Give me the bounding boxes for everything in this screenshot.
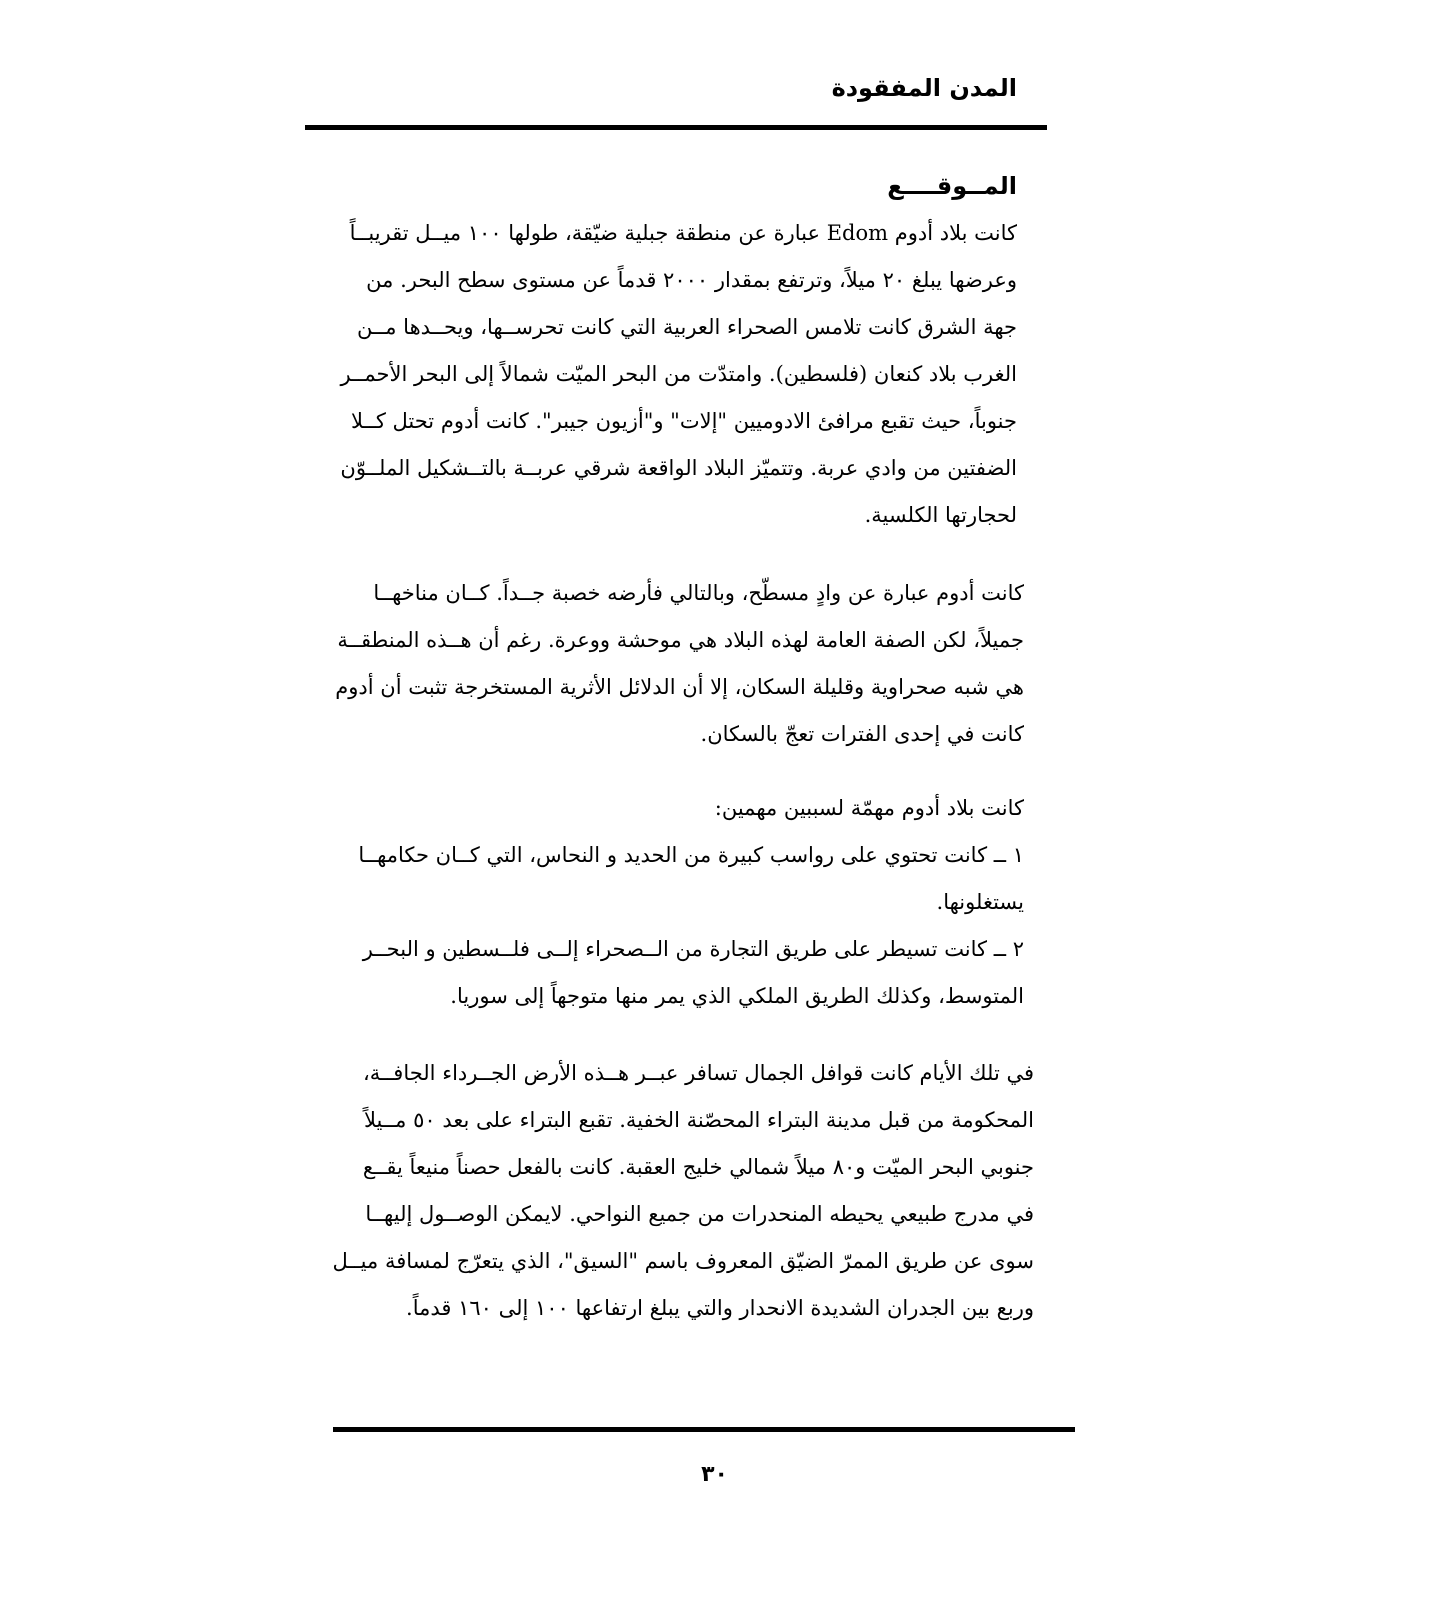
paragraph-petra: [299, 1050, 1034, 1332]
bottom-rule: [333, 1427, 1075, 1432]
text-line: وعرضها يبلغ ٢٠ ميلاً، وترتفع بمقدار ٢٠٠٠ قدماً عن مستوى سطح البحر. من: [366, 268, 1017, 292]
list-item: ١ ــ كانت تحتوي على رواسب كبيرة من الحديد و النحاس، التي كــان حكامهــا: [358, 843, 1024, 867]
text-line: الضفتين من وادي عربة. وتتميّز البلاد الواقعة شرقي عربــة بالتــشكيل الملــوّن: [340, 456, 1017, 480]
section-heading: المــوقــــع: [887, 172, 1017, 200]
text-line: لحجارتها الكلسية.: [864, 503, 1017, 527]
text-line: كانت أدوم عبارة عن وادٍ مسطّح، وبالتالي فأرضه خصبة جــداً. كــان مناخهــا: [373, 581, 1024, 605]
text-line: كانت في إحدى الفترات تعجّ بالسكان.: [700, 722, 1024, 746]
text-line: في تلك الأيام كانت قوافل الجمال تسافر عبــر هــذه الأرض الجــرداء الجافــة،: [362, 1061, 1034, 1085]
paragraph-importance: [296, 785, 1024, 1020]
text-line: جميلاً، لكن الصفة العامة لهذه البلاد هي موحشة ووعرة. رغم أن هــذه المنطقــة: [337, 628, 1024, 652]
text-line: جهة الشرق كانت تلامس الصحراء العربية التي كانت تحرســها، ويحــدها مــن: [356, 315, 1017, 339]
text-line: سوى عن طريق الممرّ الضيّق المعروف باسم "السيق"، الذي يتعرّج لمسافة ميــل: [332, 1249, 1034, 1273]
text-line: هي شبه صحراوية وقليلة السكان، إلا أن الدلائل الأثرية المستخرجة تثبت أن أدوم: [335, 675, 1024, 699]
running-head: المدن المفقودة: [831, 74, 1017, 102]
paragraph-location: [289, 210, 1017, 539]
text-line: جنوبي البحر الميّت و٨٠ ميلاً شمالي خليج العقبة. كانت بالفعل حصناً منيعاً يقــع: [362, 1155, 1034, 1179]
top-rule: [305, 125, 1047, 130]
text-line: كانت بلاد أدوم Edom عبارة عن منطقة جبلية ضيّقة، طولها ١٠٠ ميــل تقريبــاً: [349, 221, 1017, 245]
list-item: ٢ ــ كانت تسيطر على طريق التجارة من الــصحراء إلــى فلــسطين و البحــر: [362, 937, 1024, 961]
text-line: يستغلونها.: [936, 890, 1024, 914]
text-line: الغرب بلاد كنعان (فلسطين). وامتدّت من البحر الميّت شمالاً إلى البحر الأحمــر: [340, 362, 1017, 386]
text-line: وربع بين الجدران الشديدة الانحدار والتي يبلغ ارتفاعها ١٠٠ إلى ١٦٠ قدماً.: [406, 1296, 1034, 1320]
text-line: المتوسط، وكذلك الطريق الملكي الذي يمر منها متوجهاً إلى سوريا.: [450, 984, 1024, 1008]
text-line: جنوباً، حيث تقبع مرافئ الادوميين "إلات" و"أزيون جيبر". كانت أدوم تحتل كــلا: [351, 409, 1017, 433]
text-line: المحكومة من قبل مدينة البتراء المحصّنة الخفية. تقبع البتراء على بعد ٥٠ مــيلاً: [364, 1108, 1034, 1132]
text-line: كانت بلاد أدوم مهمّة لسببين مهمين:: [714, 796, 1024, 820]
text-line: في مدرج طبيعي يحيطه المنحدرات من جميع النواحي. لايمكن الوصــول إليهــا: [365, 1202, 1034, 1226]
paragraph-valley: [296, 570, 1024, 758]
page-number: ٣٠: [701, 1462, 728, 1487]
